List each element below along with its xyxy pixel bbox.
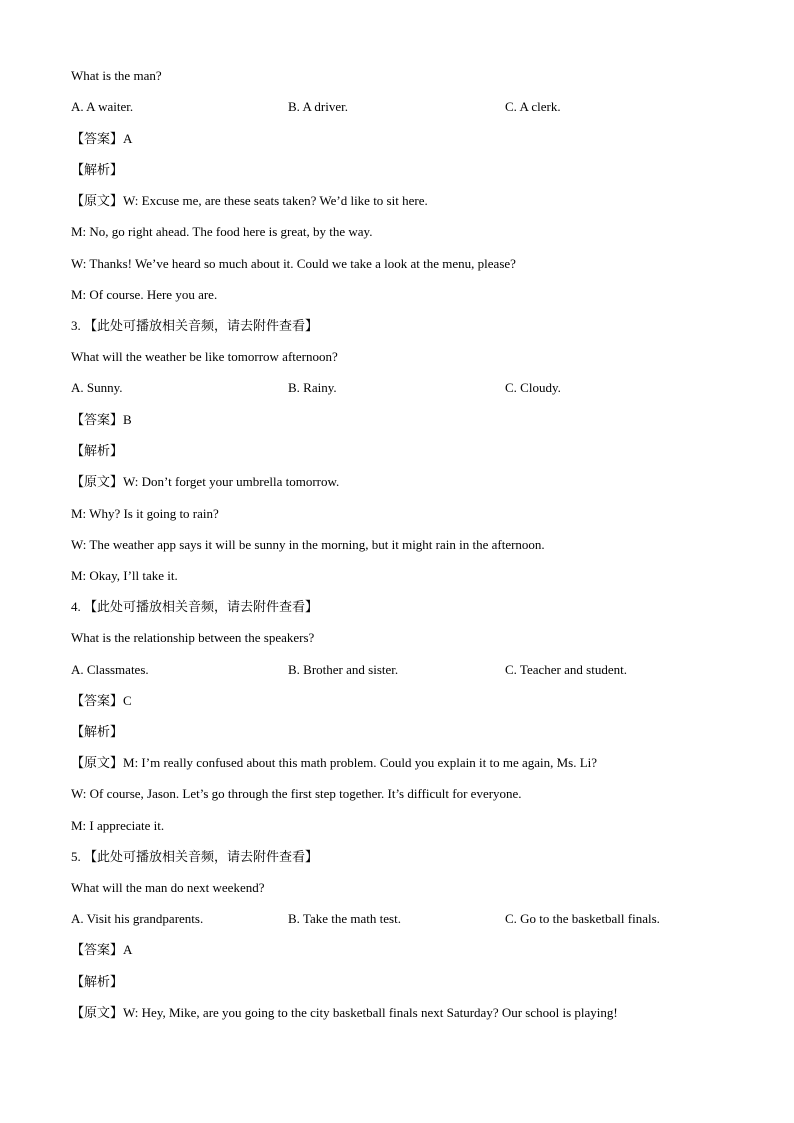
transcript-line: W: The weather app says it will be sunny in the morning, but it might rain in the afternoon. [71,537,545,552]
answer-label: 【答案】 [71,693,124,708]
option-a: A. A waiter. [71,99,134,114]
answer-label: 【答案】 [71,942,124,957]
transcript-line: M: Why? Is it going to rain? [71,506,219,521]
transcript-line: M: Okay, I’ll take it. [71,568,178,583]
transcript-line [71,193,428,209]
transcript-line: M: I appreciate it. [71,818,165,833]
transcript-line [71,1005,618,1021]
answer-label: 【答案】 [71,131,124,146]
question-heading: 3. 【此处可播放相关音频，请去附件查看】 [71,318,319,333]
question-text: What will the weather be like tomorrow afternoon? [71,349,338,364]
transcript-line [71,755,597,771]
analysis-label: 【解析】 [71,162,124,177]
transcript-text: W: Hey, Mike, are you going to the city basketball finals next Saturday? Our school is playing! [123,1005,618,1020]
transcript-line: W: Of course, Jason. Let’s go through the first step together. It’s difficult for everyone. [71,786,522,801]
analysis-label: 【解析】 [71,443,124,458]
analysis-label: 【解析】 [71,974,124,989]
options-row [71,99,721,115]
answer-line [71,693,132,709]
transcript-line [71,474,339,490]
question-heading: 5. 【此处可播放相关音频，请去附件查看】 [71,849,319,864]
option-c: C. A clerk. [505,99,561,114]
answer-label: 【答案】 [71,412,124,427]
transcript-label: 【原文】 [71,193,124,208]
option-a: A. Classmates. [71,662,149,677]
option-a: A. Sunny. [71,380,123,395]
transcript-text: W: Excuse me, are these seats taken? We’d like to sit here. [123,193,428,208]
option-a: A. Visit his grandparents. [71,911,204,926]
option-c: C. Cloudy. [505,380,561,395]
options-row [71,662,721,678]
transcript-label: 【原文】 [71,1005,124,1020]
option-b: B. Rainy. [288,380,337,395]
transcript-line: W: Thanks! We’ve heard so much about it. Could we take a look at the menu, please? [71,256,516,271]
transcript-text: M: I’m really confused about this math problem. Could you explain it to me again, Ms. Li? [123,755,598,770]
question-heading: 4. 【此处可播放相关音频，请去附件查看】 [71,599,319,614]
option-c: C. Teacher and student. [505,662,627,677]
question-text: What is the man? [71,68,162,83]
options-row [71,380,721,396]
answer-line [71,942,132,958]
answer-line [71,412,132,428]
question-text: What will the man do next weekend? [71,880,265,895]
options-row [71,911,721,927]
answer-value: A [123,131,133,146]
option-c: C. Go to the basketball finals. [505,911,660,926]
transcript-label: 【原文】 [71,755,124,770]
option-b: B. Take the math test. [288,911,401,926]
option-b: B. Brother and sister. [288,662,399,677]
transcript-text: W: Don’t forget your umbrella tomorrow. [123,474,340,489]
transcript-line: M: No, go right ahead. The food here is great, by the way. [71,224,373,239]
transcript-label: 【原文】 [71,474,124,489]
answer-value: B [123,412,132,427]
option-b: B. A driver. [288,99,348,114]
question-text: What is the relationship between the speakers? [71,630,315,645]
answer-line [71,131,132,147]
analysis-label: 【解析】 [71,724,124,739]
answer-value: C [123,693,132,708]
answer-value: A [123,942,133,957]
transcript-line: M: Of course. Here you are. [71,287,218,302]
